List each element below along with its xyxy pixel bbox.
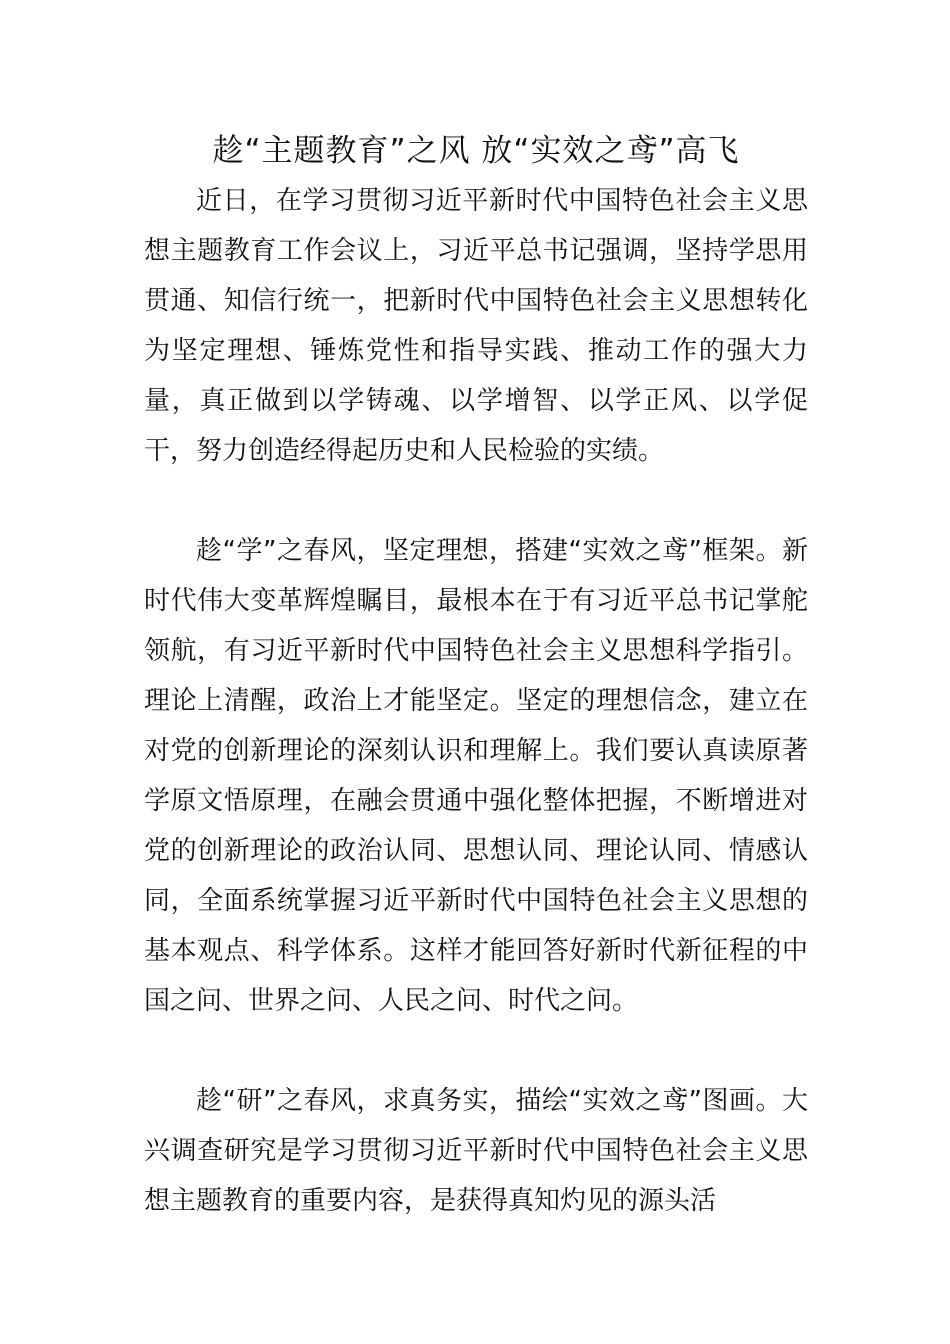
- paragraph-spacer: [144, 1026, 808, 1076]
- paragraph-research: 趁“研”之春风，求真务实，描绘“实效之鸢”图画。大兴调查研究是学习贯彻习近平新时代中国特色社会主义思想主题教育的重要内容，是获得真知灼见的源头活: [144, 1086, 808, 1216]
- paragraph-spacer: [144, 476, 808, 526]
- document-page: [144, 126, 808, 1226]
- paragraph-study: 趁“学”之春风，坚定理想，搭建“实效之鸢”框架。新时代伟大变革辉煌瞩目，最根本在于有习近平总书记掌舵领航，有习近平新时代中国特色社会主义思想科学指引。理论上清醒，政治上才能坚定。坚定的理想信念，建立在对党的创新理论的深刻认识和理解上。我们要认真读原著学原文悟原理，在融会贯通中强化整体把握，不断增进对党的创新理论的政治认同、思想认同、理论认同、情感认同，全面系统掌握习近平新时代中国特色社会主义思想的基本观点、科学体系。这样才能回答好新时代新征程的中国之问、世界之问、人民之问、时代之问。: [144, 536, 808, 1016]
- document-title: 趁“主题教育”之风 放“实效之鸢”高飞: [212, 133, 740, 169]
- paragraph-intro: 近日，在学习贯彻习近平新时代中国特色社会主义思想主题教育工作会议上，习近平总书记强调，坚持学思用贯通、知信行统一，把新时代中国特色社会主义思想转化为坚定理想、锤炼党性和指导实践、推动工作的强大力量，真正做到以学铸魂、以学增智、以学正风、以学促干，努力创造经得起历史和人民检验的实绩。: [144, 186, 808, 466]
